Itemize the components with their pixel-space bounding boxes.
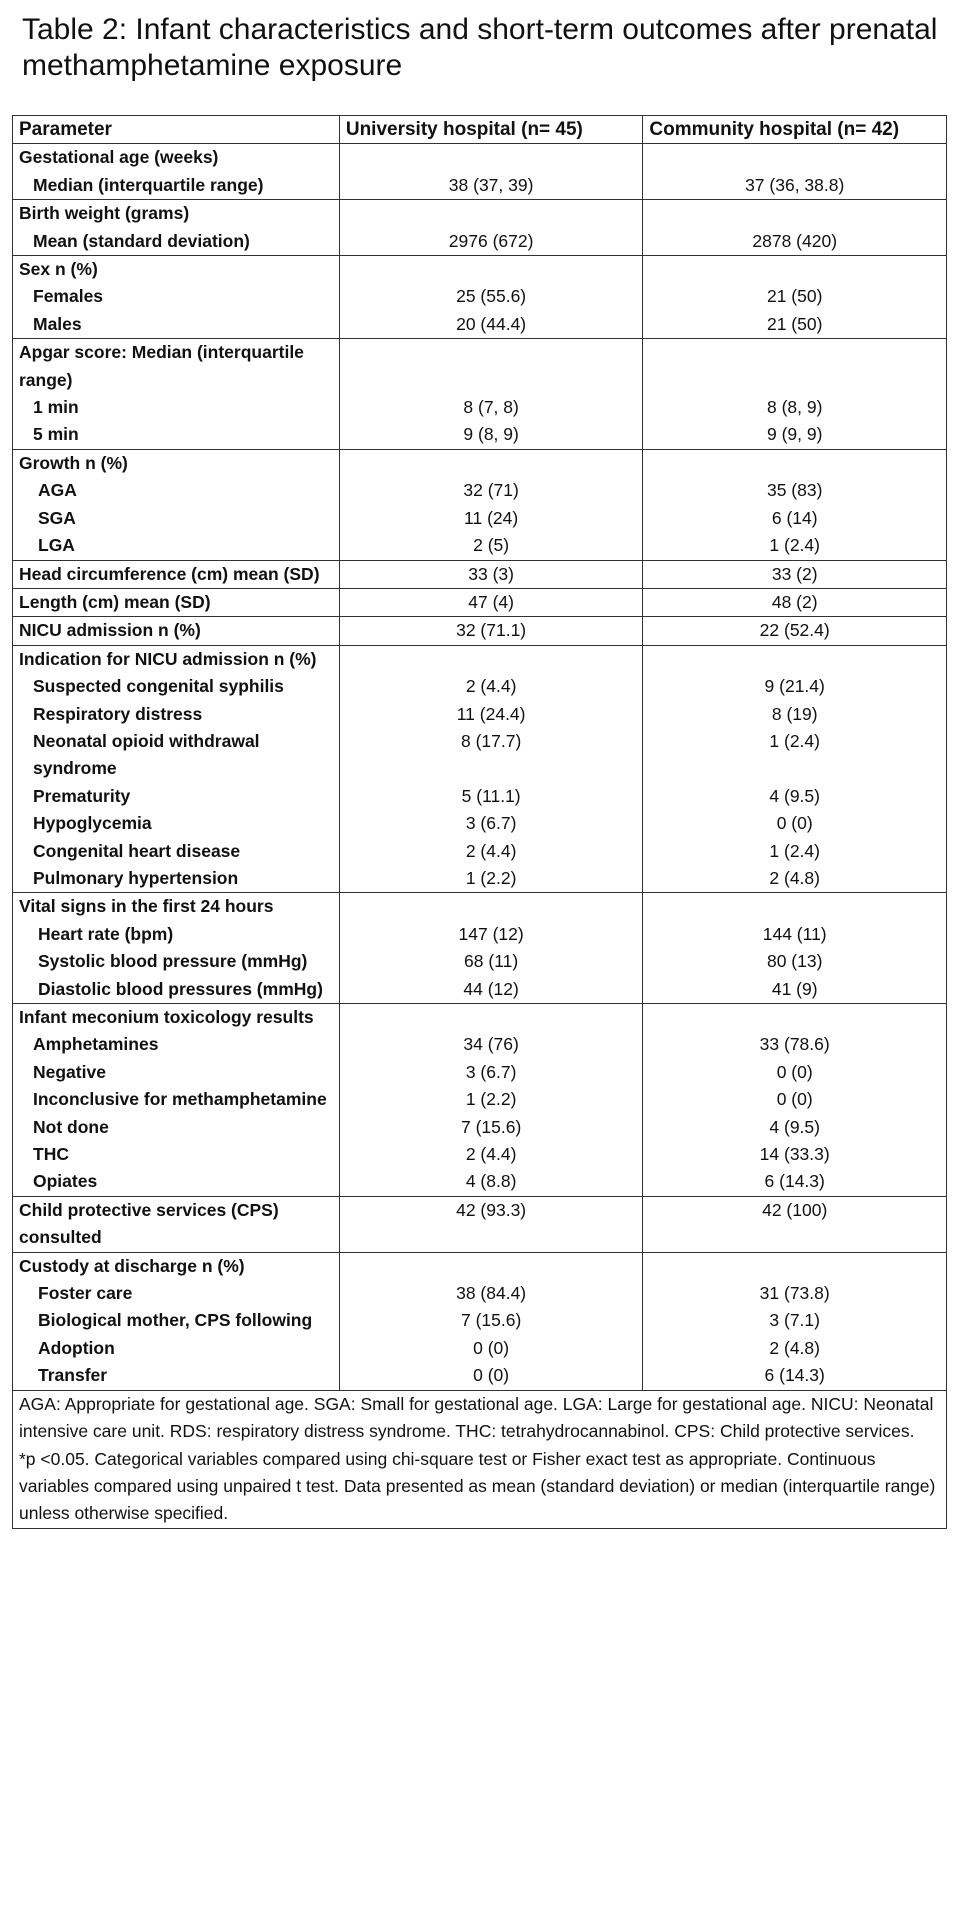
cell-community: 2 (4.8) [643,1335,947,1362]
row-label: Apgar score: Median (interquartile range) [13,339,340,394]
table-row [13,144,947,172]
cell-community: 80 (13) [643,948,947,975]
table-row [13,228,947,256]
row-label: Biological mother, CPS following [13,1307,340,1334]
cell-community: 4 (9.5) [643,783,947,810]
cell-community: 33 (78.6) [643,1031,947,1058]
cell-university: 0 (0) [339,1335,643,1362]
cell-university: 8 (17.7) [339,728,643,783]
row-label: Respiratory distress [13,701,340,728]
cell-university: 47 (4) [339,588,643,616]
cell-university: 2 (4.4) [339,1141,643,1168]
cell-community: 2878 (420) [643,228,947,256]
row-label: Median (interquartile range) [13,172,340,200]
row-label: Infant meconium toxicology results [13,1004,340,1032]
cell-community: 48 (2) [643,588,947,616]
table-title: Table 2: Infant characteristics and short-term outcomes after prenatal methamphetamine exposure [22,13,938,82]
table-row [13,1031,947,1058]
table-row [13,1362,947,1390]
cell-university: 38 (37, 39) [339,172,643,200]
cell-community: 21 (50) [643,311,947,339]
row-label: Vital signs in the first 24 hours [13,893,340,921]
table-row [13,701,947,728]
table-row [13,617,947,645]
table-row [13,1059,947,1086]
header-community: Community hospital (n= 42) [643,116,947,144]
header-university: University hospital (n= 45) [339,116,643,144]
table-row [13,200,947,228]
cell-university: 1 (2.2) [339,865,643,893]
table-row [13,921,947,948]
table-row [13,893,947,921]
row-label: SGA [13,505,340,532]
cell-university: 7 (15.6) [339,1307,643,1334]
row-label: Transfer [13,1362,340,1390]
table-row [13,505,947,532]
table-row [13,1335,947,1362]
table-row [13,783,947,810]
row-label: Prematurity [13,783,340,810]
table-row [13,728,947,783]
cell-university: 32 (71) [339,477,643,504]
row-label: Heart rate (bpm) [13,921,340,948]
row-label: Length (cm) mean (SD) [13,588,340,616]
cell-university: 147 (12) [339,921,643,948]
table-row [13,1252,947,1280]
row-label: Custody at discharge n (%) [13,1252,340,1280]
row-label: Males [13,311,340,339]
row-label: Foster care [13,1280,340,1307]
cell-community: 2 (4.8) [643,865,947,893]
cell-university: 9 (8, 9) [339,421,643,449]
cell-community: 3 (7.1) [643,1307,947,1334]
table-row [13,1004,947,1032]
table-row [13,1141,947,1168]
row-label: Congenital heart disease [13,838,340,865]
cell-community: 8 (19) [643,701,947,728]
cell-community: 33 (2) [643,560,947,588]
row-label: 5 min [13,421,340,449]
table-row [13,1307,947,1334]
cell-university: 2 (4.4) [339,838,643,865]
table-row [13,256,947,284]
cell-university: 2976 (672) [339,228,643,256]
cell-university: 3 (6.7) [339,1059,643,1086]
row-label: Neonatal opioid withdrawal syndrome [13,728,340,783]
row-label: LGA [13,532,340,560]
cell-community: 37 (36, 38.8) [643,172,947,200]
header-parameter: Parameter [13,116,340,144]
cell-university: 44 (12) [339,976,643,1004]
row-label: Adoption [13,1335,340,1362]
table-row [13,645,947,673]
cell-university: 5 (11.1) [339,783,643,810]
table-row [13,1086,947,1113]
row-label: Hypoglycemia [13,810,340,837]
row-label: Growth n (%) [13,449,340,477]
cell-university: 32 (71.1) [339,617,643,645]
cell-university: 2 (4.4) [339,673,643,700]
table-row [13,1280,947,1307]
table-row [13,1114,947,1141]
cell-university: 11 (24.4) [339,701,643,728]
table-row [13,172,947,200]
row-label: THC [13,1141,340,1168]
table-row [13,838,947,865]
footnote-statistics: *p <0.05. Categorical variables compared using chi-square test or Fisher exact test as appropriate. Continuous variables compared using unpaired t test. Data presented as mean (standard deviation) or median (interquartile range) unless otherwise specified. [19,1448,936,1524]
cell-university: 7 (15.6) [339,1114,643,1141]
row-label: 1 min [13,394,340,421]
cell-university: 3 (6.7) [339,810,643,837]
cell-community: 21 (50) [643,283,947,310]
cell-university: 11 (24) [339,505,643,532]
cell-community: 1 (2.4) [643,532,947,560]
table-row [13,865,947,893]
cell-community: 1 (2.4) [643,728,947,783]
row-label: Females [13,283,340,310]
table-row [13,588,947,616]
row-label: Inconclusive for methamphetamine [13,1086,340,1113]
cell-university: 2 (5) [339,532,643,560]
table-row [13,421,947,449]
cell-community: 8 (8, 9) [643,394,947,421]
table-row [13,449,947,477]
cell-community: 22 (52.4) [643,617,947,645]
cell-community: 9 (21.4) [643,673,947,700]
footnote-abbreviations: AGA: Appropriate for gestational age. SGA: Small for gestational age. LGA: Large for gestational age. NICU: Neonatal intensive care unit. RDS: respiratory distress syndrome. THC: tetrahydrocannabinol. CPS: Child protective services. [19,1393,934,1442]
cell-community: 14 (33.3) [643,1141,947,1168]
cell-community: 6 (14) [643,505,947,532]
cell-community: 6 (14.3) [643,1362,947,1390]
table-footnotes [13,1390,947,1528]
row-label: Negative [13,1059,340,1086]
cell-university: 20 (44.4) [339,311,643,339]
cell-university: 33 (3) [339,560,643,588]
row-label: NICU admission n (%) [13,617,340,645]
row-label: Sex n (%) [13,256,340,284]
row-label: Birth weight (grams) [13,200,340,228]
row-label: Diastolic blood pressures (mmHg) [13,976,340,1004]
cell-community: 31 (73.8) [643,1280,947,1307]
table-row [13,283,947,310]
cell-university: 4 (8.8) [339,1168,643,1196]
cell-community: 41 (9) [643,976,947,1004]
cell-university: 1 (2.2) [339,1086,643,1113]
cell-university: 38 (84.4) [339,1280,643,1307]
row-label: Not done [13,1114,340,1141]
cell-community: 35 (83) [643,477,947,504]
table-row [13,477,947,504]
cell-community: 0 (0) [643,1086,947,1113]
table-row [13,810,947,837]
row-label: Opiates [13,1168,340,1196]
table-row [13,673,947,700]
table-row [13,1168,947,1196]
table-header-row [13,116,947,144]
table-row [13,560,947,588]
cell-university: 25 (55.6) [339,283,643,310]
cell-community: 42 (100) [643,1196,947,1252]
cell-community: 9 (9, 9) [643,421,947,449]
row-label: AGA [13,477,340,504]
cell-university: 0 (0) [339,1362,643,1390]
row-label: Child protective services (CPS) consulted [13,1196,340,1252]
table-row [13,311,947,339]
cell-university: 42 (93.3) [339,1196,643,1252]
cell-university: 34 (76) [339,1031,643,1058]
cell-university: 8 (7, 8) [339,394,643,421]
row-label: Amphetamines [13,1031,340,1058]
row-label: Indication for NICU admission n (%) [13,645,340,673]
results-table [12,115,947,1529]
row-label: Systolic blood pressure (mmHg) [13,948,340,975]
row-label: Mean (standard deviation) [13,228,340,256]
table-row [13,948,947,975]
table-row [13,394,947,421]
cell-university: 68 (11) [339,948,643,975]
table-row [13,339,947,394]
cell-community: 0 (0) [643,810,947,837]
table-row [13,532,947,560]
cell-community: 4 (9.5) [643,1114,947,1141]
row-label: Suspected congenital syphilis [13,673,340,700]
cell-community: 6 (14.3) [643,1168,947,1196]
table-row [13,1196,947,1252]
table-row [13,976,947,1004]
row-label: Gestational age (weeks) [13,144,340,172]
row-label: Head circumference (cm) mean (SD) [13,560,340,588]
cell-community: 1 (2.4) [643,838,947,865]
row-label: Pulmonary hypertension [13,865,340,893]
cell-community: 144 (11) [643,921,947,948]
cell-community: 0 (0) [643,1059,947,1086]
